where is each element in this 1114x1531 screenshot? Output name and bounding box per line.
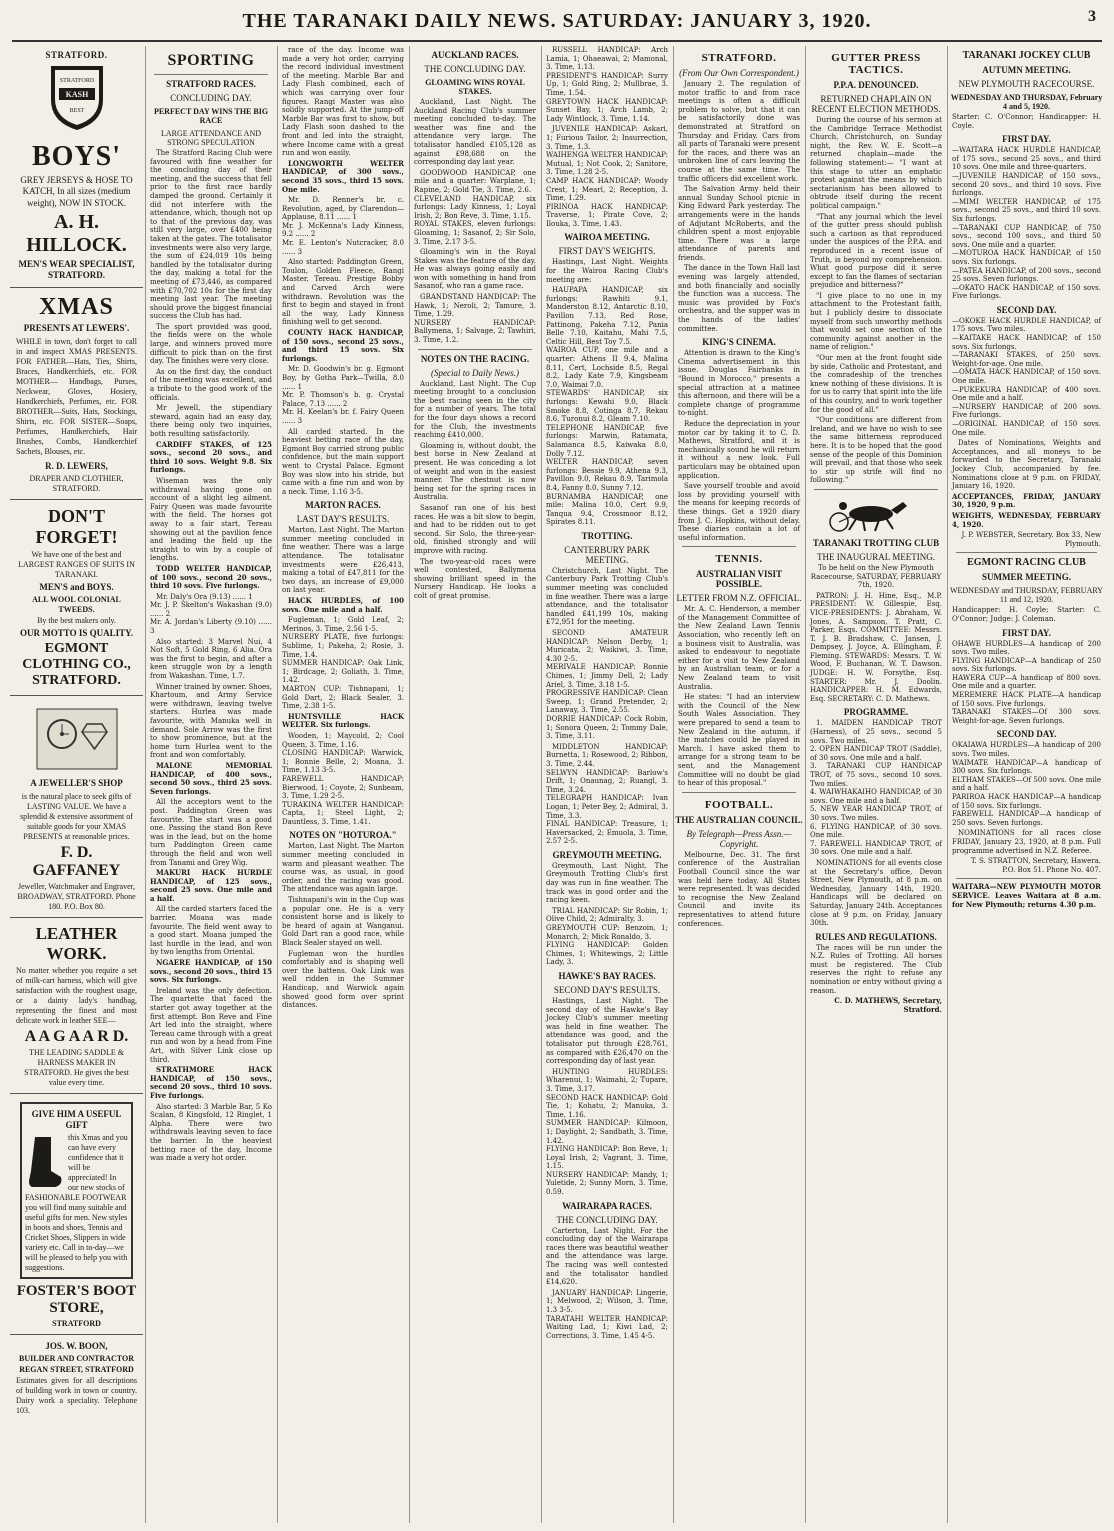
race-result: SECOND AMATEUR HANDICAP: Nelson Derby, 1; Muricata, 2; Waikiwi, 3. Time, 4.30 2-5. MERIVALE HANDICAP: Ronnie Chimes, 1; Jimmy Dell, 2; Lady Ariel, 3. Time, 3.18 1-5. PROGRESSIVE HANDICAP: Clean Sweep, 1; Grand Pretender, 2; Lanaway, 3. Time, 2.55. DORRIE HANDICAP: Cock Robin, 1; Sonora Queen, 2; Tommy Dale, 3. Time, 3.11.	[546, 629, 668, 741]
autumn-meeting: AUTUMN MEETING.	[982, 65, 1071, 75]
programme-heading: PROGRAMME.	[843, 707, 909, 718]
boon-advert	[10, 1335, 143, 1421]
article-body	[948, 883, 1105, 909]
notes-racing-heading: NOTES ON THE RACING.	[420, 353, 530, 364]
motto: OUR MOTTO IS QUALITY.	[19, 628, 134, 638]
divider	[682, 546, 796, 547]
column-8-race-adverts	[947, 46, 1105, 1523]
race-list: OKAIAWA HURDLES—A handicap of 200 sovs. Two miles. WAIMATE HANDICAP—A handicap of 300 sovs. Six furlongs. ELTHAM STAKES—Of 500 sovs. One mile and a half. PARIROA HACK HANDICAP—A handicap of 150 sovs. Six furlongs. FAREWELL HANDICAP—A handicap of 250 sovs. Seven furlongs.	[952, 741, 1101, 827]
officials: Starter: C. O'Connor; Handicapper: H. Coyle.	[952, 113, 1101, 130]
race-list: —WAITARA HACK HURDLE HANDICAP, of 175 sovs., second 25 sovs., and third 10 sovs. One mile and three-quarters. —JUVENILE HANDICAP, of 150 sovs., second 20 sovs., and third 10 sovs. Five furlongs. —MIMI WELTER HANDICAP, of 175 sovs., second 25 sovs., and third 10 sovs. Six furlongs. —TARANAKI CUP HANDICAP, of 750 sovs., second 100 sovs., and third 50 sovs. One mile and a quarter. —MOTUROA HACK HANDICAP, of 150 sovs. Six furlongs. —PATEA HANDICAP, of 200 sovs., second 25 sovs. Seven furlongs. —OKATO HACK HANDICAP, of 150 sovs. Five furlongs.	[952, 146, 1101, 301]
race-result: HUNTING HURDLES: Wharenui, 1; Waimahi, 2; Tupare, 3. Time, 3.17. SECOND HACK HANDICAP: Gold Tie, 1; Kohatu, 2; Manuka, 3. Time, 1.16. SUMMER HANDICAP: Kilmoon, 1; Daylight, 2; Sandbath, 3. Time, 1.42. FLYING HANDICAP: Bon Reve, 1; Loyal Irish, 2; Vagrant, 3. Time, 1.15. NURSERY HANDICAP: Mandy, 1; Yuletide, 2; Sunny Morn, 3. Time, 0.59.	[546, 1067, 668, 1197]
newspaper-title: THE TARANAKI DAILY NEWS. SATURDAY: JANUARY 3, 1920.	[242, 10, 872, 32]
tweeds: ALL WOOL COLONIAL TWEEDS.	[32, 595, 121, 614]
aus-council-heading: THE AUSTRALIAN COUNCIL.	[675, 814, 803, 825]
auckland-races-heading: AUCKLAND RACES.	[431, 50, 519, 60]
kings-cinema-heading: KING'S CINEMA.	[702, 337, 776, 348]
motor-service: WAITARA—NEW PLYMOUTH MOTOR SERVICE. Leaves Waitara at 8 a.m. for New Plymouth; returns 4.30 p.m.	[952, 882, 1101, 909]
foster-sub: STRATFORD	[52, 1319, 101, 1328]
summer-dates: WEDNESDAY and THURSDAY, FEBRUARY 11 and 12, 1920.	[949, 586, 1104, 605]
wairoa-heading: WAIROA MEETING.	[564, 232, 650, 243]
lewers-name: R. D. LEWERS,	[45, 460, 108, 471]
paragraph: All the acceptors went to the post. Paddington Green was favourite. The start was a good one. Passing the stand Bon Reve was in the lead, but on the home turn Paddington Green came through the field and won well from Tanami and Grey Wig.	[150, 798, 272, 867]
paragraph: Also started: 3 Marvel Nui, 4 Not Soft, 5 Gold Ring, 6 Alia. Ora was the first to begin, and after a keen struggle won by a length from Wakashan. Time, 1.7.	[150, 637, 272, 681]
paragraph: Gloaming's win in the Royal Stakes was the feature of the day. He was always going easily and won with something in hand from Sasanof, who ran a game race.	[414, 248, 536, 291]
large-attendance: LARGE ATTENDANCE AND STRONG SPECULATION	[161, 129, 261, 147]
gaffaney-name: F. D. GAFFANEY	[32, 843, 121, 879]
xmas-body: WHILE in town, don't forget to call in and inspect XMAS PRESENTS. FOR FATHER—Hats, Ties, Shirts, Braces, Handkerchiefs, etc. FOR MOTHER— Handbags, Purses, Neckwear, Gloves, Hosiery, Handkerchiefs, Perfumes, etc. FOR BROTHER—Suits, Hats, Stockings, Shirts, etc. FOR SISTER—Soaps, Perfumes, Handkerchiefs, Hair Brushes, Combs, Handkerchief Sachets, Blouses, etc.	[16, 336, 137, 456]
paragraph: Auckland, Last Night. The Cup meeting brought to a conclusion the best racing seen in the city for a number of years. The total for the four days shows a record for the Club, the investments reaching £410,000.	[414, 379, 536, 440]
letter-heading: LETTER FROM N.Z. OFFICIAL.	[676, 593, 802, 604]
race-result: Mr. D. Renner's br. c. Revolution, aged, by Clarendon—Applause, 8.11 ...... 1 Mr. J. McKenna's Lady Kinness, 9.2 ...... 2 Mr. E. Lenton's Nutcracker, 8.0 ...... 3	[282, 196, 404, 256]
lewers-sub: DRAPER AND CLOTHIER, STRATFORD.	[29, 473, 124, 493]
article-body	[278, 842, 408, 1009]
race-result: MIDDLETON HANDICAP: Burnetta, 1; Rosewood, 2; Ribbon, 3. Time, 2.44. SELWYN HANDICAP: Barlow's Drift, 1; Onaunag, 2; Ruangl, 3. Time, 3.24. TELEGRAPH HANDICAP: Ivan Logan, 1; Peter Bey, 2; Admiral, 3. Time, 3.3. FINAL HANDICAP: Treasure, 1; Haversacked, 2; Emuola, 3. Time, 2.57 2-5.	[546, 742, 668, 846]
boys-heading: BOYS'	[31, 141, 122, 172]
divider	[956, 878, 1097, 879]
paragraph: NOMINATIONS for all events close at the Secretary's office, Devon Street, New Plymouth, at 8 p.m. on Wednesday, January 14th, 1920. Handicaps will be declared on Saturday, January 24th. Acceptances close at 9 p.m. on Friday, January 30th.	[810, 858, 942, 928]
paragraph: Tishnapani's win in the Cup was a popular one. He is a very consistent horse and is likely to be heard of again at Wanganui. Gold Dart ran a good race, while Black Sealer stayed on well.	[282, 896, 404, 947]
article-body	[674, 605, 804, 787]
paragraph: "Our men at the front fought side by side, Catholic and Protestant, and the comradeship of the trenches knew nothing of these divisions. It is for us to carry that spirit into the life of this country, and to work together for the good of all."	[810, 354, 942, 414]
np-racecourse: NEW PLYMOUTH RACECOURSE.	[958, 79, 1095, 89]
tennis-heading: TENNIS.	[715, 553, 763, 566]
race-result: RUSSELL HANDICAP: Arch Lamia, 1; Ohaeawai, 2; Mamonal, 3. Time, 1.13. PRESIDENT'S HANDICAP: Surry Up, 1; Gold Ring, 2; Mullbrae, 3. Time, 1.54. GREYTOWN HACK HANDICAP: Sunset Bay, 1; Arch Lamb, 2; Lady Wintlock, 3. Time, 1.14.	[546, 46, 668, 123]
jeweller-illustration	[32, 704, 122, 774]
aus-visit-heading: AUSTRALIAN VISIT POSSIBLE.	[695, 569, 783, 590]
article-body	[410, 98, 540, 345]
paragraph: As on the first day, the conduct of the meeting was excellent, and a tribute to the good work of the officials.	[150, 367, 272, 402]
greymouth-heading: GREYMOUTH MEETING.	[552, 849, 662, 860]
boon-name: JOS. W. BOON,	[45, 1341, 108, 1351]
paragraph: Attention is drawn to the King's Cinema advertisement in this issue. Douglas Fairbanks in "Bound in Morocco," presents a special attraction at a matinee this afternoon, and there will be a complete change of programme to-night.	[678, 349, 800, 418]
leather-body: No matter whether you require a set of milk-cart harness, which will give satisfaction with the roughest usage, or a dainty lady's handbag, representing the finest and most delicate work in leather SEE—	[16, 965, 137, 1025]
race-result: Mr. Daly's Ora (9.13) ...... 1 Mr. J. P. Skelton's Wakashan (9.0) ...... 2 Mr. A. Jordan's Liberty (9.10) ...... 3	[150, 592, 272, 636]
foster-name: FOSTER'S BOOT STORE,	[16, 1283, 137, 1316]
paragraph: Auckland, Last Night. The Auckland Racing Club's summer meeting concluded to-day. The weather was fine and the attendance very large. The totalisator handled £105,128 as against £98,688 on the corresponding day last year.	[414, 98, 536, 167]
ppa-heading: P.P.A. DENOUNCED.	[833, 80, 919, 90]
paragraph: Carterton, Last Night. For the concluding day of the Wairarapa races there was beautiful weather and the attendance was large. The racing was well contested and the totalisator handled £14,620.	[546, 1226, 668, 1287]
paragraph: All carded started. In the heaviest betting race of the day, Egmont Boy carried strong public confidence, but the main support went to Crystal Palace. Egmont Boy was slow into his stride, but came with a fine run and won by a neck. Time, 1.16 3-5.	[282, 427, 404, 496]
column-1-adverts	[10, 46, 143, 1523]
jeweller-body: is the natural place to seek gifts of LASTING VALUE. We have a splendid & extensive assortment of suitable goods for your XMAS PRESENTS at reasonable prices.	[20, 791, 133, 841]
race-title: LONGWORTH WELTER HANDICAP, of 300 sovs., second 35 sovs., third 15 sovs. One mile.	[282, 158, 404, 194]
kash-shield-logo	[47, 62, 107, 132]
aagaard-sub: THE LEADING SADDLE & HARNESS MAKER IN STRATFORD. He gives the best value every time.	[24, 1047, 129, 1087]
divider	[682, 792, 796, 793]
article-body	[674, 80, 804, 333]
hillock-sub: MEN'S WEAR SPECIALIST, STRATFORD.	[18, 258, 135, 280]
egmont-clothing-advert	[10, 500, 143, 697]
paragraph: The Salvation Army held their annual Sunday School picnic in King Edward Park yesterday. The arrangements were in the hands of Adjutant McRoberts, and the children spent a most enjoyable time. There was a large attendance of parents and friends.	[678, 185, 800, 262]
race-result: JUVENILE HANDICAP: Askari, 1; Furious Tailor, 2; Insurrection, 3. Time, 1.3. WAIHENGA WELTER HANDICAP: Mutual, 1; Not Cook, 2; Sanitore, 3. Time, 1.28 2-5. CAMP HACK HANDICAP: Woody Crest, 1; Mearl, 2; Reception, 3. Time, 1.29. PIRINOA HACK HANDICAP: Traverse, 1; Pirate Cove, 2; Ilouka, 3. Time, 1.43.	[546, 125, 668, 228]
paragraph: PATRON: J. H. Hine, Esq., M.P. PRESIDENT: W. Gillespie, Esq. VICE-PRESIDENTS: J. Abraham, W. Jones, A. Sampson, T. Pratt, C. Parker, Esqs. COMMITTEE: Messrs. T. J. B. Bradshaw, C. Jansen, J. Dempsey, J. Joyce, A. Ellingham, F. Fleming. STEWARDS: Messrs. T. W. Wood, F. Buchanan, W. T. Dawson. JUDGE: H. W. Forsythe, Esq. STARTER: Mr. J. Doolin. HANDICAPPER: H. M. Edwards, Esq. SECRETARY: C. D. Mathews.	[810, 591, 942, 703]
paragraph: Save yourself trouble and avoid loss by providing yourself with the means for keeping records of these things. Get a 1920 diary from J. C. Hopkins, without delay. These diaries contain a lot of useful information.	[678, 482, 800, 542]
gaffaney-advert	[10, 696, 143, 917]
svg-text:BEST: BEST	[69, 108, 84, 114]
paragraph: Also started: 3 Marble Bar, 5 Ko Scalan, 8 Kingsfold, 12 Ringlet, 1 Alpha. There were two withdrawals leaving seven to face the barrier. In the heaviest betting race of the day, Income was made a very hot order.	[150, 1102, 272, 1163]
column-3-racing	[277, 46, 408, 1523]
column-2-sporting	[145, 46, 276, 1523]
special-note: (Special to Daily News.)	[431, 367, 519, 378]
article-body	[948, 741, 1105, 874]
gift-box	[20, 1102, 133, 1280]
chaplain-heading: RETURNED CHAPLAIN ON RECENT ELECTION METHODS.	[811, 94, 941, 114]
race-title: TODD WELTER HANDICAP, of 100 sovs., second 20 sovs., third 10 sovs. Five furlongs.	[150, 563, 272, 591]
kash-advert	[10, 46, 143, 288]
article-body	[806, 719, 946, 927]
race-result: Mr. D. Goodwin's br. g. Egmont Boy, by Gotha Park—Twilla, 8.0 ...... 1 Mr. P. Thomson's b. g. Crystal Palace, 7.13 ...... 2 Mr. H. Keelan's br. f. Fairy Queen ...... 3	[282, 365, 404, 425]
trotting-club-heading: TARANAKI TROTTING CLUB	[812, 537, 940, 548]
race-result: GRANDSTAND HANDICAP: The Hawk, 1; Neroli, 2; Tamure, 3. Time, 1.29. NURSERY HANDICAP: Ballymena, 1; Salvage, 2; Tawhiri, 3. Time, 1.2.	[414, 293, 536, 345]
race-result: Wooden, 1; Maycold, 2; Cool Queen, 3. Time, 1.16. CLOSING HANDICAP: Warwick, 1; Bonnie Belle, 2; Moana, 3. Time, 1.13 3-5. FAREWELL HANDICAP: Bierwood, 1; Coyote, 2; Sunbeam, 3. Time, 1.29 2-5. TURAKINA WELTER HANDICAP: Capta, 1; Steel Light, 2; Dauntless, 3. Time, 1.41.	[282, 731, 404, 826]
second-day-heading: SECOND DAY.	[996, 304, 1057, 315]
boon-sub: BUILDER AND CONTRACTOR	[19, 1354, 134, 1364]
article-body	[542, 46, 672, 228]
stratford-heading: STRATFORD.	[701, 52, 777, 64]
race-result: GOODWOOD HANDICAP, one mile and a quarter: Warplane, 1; Rapine, 2; Gold Tie, 3. Time, 2.6. CLEVELAND HANDICAP, six furlongs: Lady Kinness, 1; Loyal Irish, 2; Bon Reve, 3. Time, 1.15. ROYAL STAKES, eleven furlongs: Gloaming, 1; Sasanof, 2; Sir Solo, 3. Time, 2.17 3-5.	[414, 168, 536, 246]
divider	[956, 552, 1097, 553]
article-body	[806, 564, 946, 704]
article-body	[278, 526, 408, 826]
xmas-heading: XMAS	[39, 294, 114, 321]
gloaming-heading: GLOAMING WINS ROYAL STAKES.	[425, 78, 525, 96]
article-body	[542, 862, 672, 967]
mens-boys: MEN'S and BOYS.	[39, 581, 114, 592]
article-body	[948, 317, 1105, 548]
paragraph: The Stratford Racing Club were favoured with fine weather for the concluding day of their meeting, and the success that fell prior to the first race hardly damped the ground. Certainly it did not interfere with the attendance, which, though not up to that of the previous day, was still very large, over £400 being taken at the gates. The totalisator investments were also very large, the sum of £24,019 10s being handled by the totalisator during the day, making a total for the meeting of £73,446, as compared with £70,702 10s for the first day meeting last year. The meeting should prove the biggest financial success the Club has had.	[150, 149, 272, 321]
foster-advert	[10, 1094, 143, 1336]
rules-heading: RULES AND REGULATIONS.	[815, 931, 937, 942]
xmas-sub: PRESENTS AT LEWERS'.	[23, 323, 130, 334]
press-note: By Telegraph—Press Assn.—Copyright.	[686, 828, 792, 849]
lewers-advert	[10, 288, 143, 500]
acceptances: ACCEPTANCES, FRIDAY, JANUARY 30, 1920, 9 p.m.	[952, 491, 1101, 510]
paragraph: Reduce the depreciation in your motor car by taking it to C. D. Mathews, Stratford, and it is mechanically sound he will return it without a new look. Full particulars may be obtained upon application.	[678, 419, 800, 480]
column-5-results	[541, 46, 672, 1523]
paragraph: To be held on the New Plymouth Racecourse, SATURDAY, FEBRUARY 7th, 1920.	[810, 563, 942, 590]
article-body	[674, 851, 804, 928]
divider	[154, 74, 268, 75]
boon-address: REGAN STREET, STRATFORD	[19, 1365, 134, 1375]
second-day-heading: SECOND DAY.	[996, 729, 1057, 740]
concluding-day: THE CONCLUDING DAY.	[556, 1214, 658, 1225]
trotting-heading: TROTTING.	[581, 530, 633, 541]
gift-heading: GIVE HIM A USEFUL GIFT	[31, 1108, 122, 1130]
gutter-press-heading: GUTTER PRESS TACTICS.	[831, 52, 921, 76]
column-4-auckland	[409, 46, 540, 1523]
paragraph: All the carded starters faced the barrier. Moana was made favourite. The field went away to a good start. Moana jumped the last hurdle in the lead, and won by two lengths from Oriental.	[150, 905, 272, 957]
paragraph: During the course of his sermon at the Cambridge Terrace Methodist Church, Christchurch, on Sunday night, the Rev. W. E. Scott—a returned chaplain—made the following statement:— "I want at this stage to utter an emphatic protest against the means by which sectarianism has been allowed to obtrude itself during the recent political campaign."	[810, 116, 942, 210]
aagaard-name: A A G A A R D.	[24, 1027, 129, 1045]
paragraph: The races will be run under the N.Z. Rules of Trotting. All horses must be registered. The Club reserves the right to refuse any nomination or entry without giving a reason.	[810, 943, 942, 995]
paragraph: Wiseman was the only withdrawal having gone on account of a slight leg ailment. Fairy Queen was made favourite with the field. The horses got away to a fair start, Tereau showing out at the pavilion fence and leading the field up the straight to win by a couple of lengths.	[150, 476, 272, 563]
secretary-sign: J. P. WEBSTER, Secretary. Box 33, New Plymouth.	[961, 531, 1101, 548]
paragraph: The sport provided was good, the fields were on the whole large, and winners proved more difficult to pick than on the first day. The finishes were very close.	[150, 322, 272, 366]
race-title: MAKURI HACK HURDLE HANDICAP, of 125 sovs., second 25 sovs. One mile and a half.	[150, 868, 272, 903]
boon-body: Estimates given for all descriptions of building work in town or country. Dairy work a speciality. Telephone 103.	[16, 1376, 137, 1416]
gift-body: this Xmas and you can have every confidence that it will be appreciated! In our new stocks of FASHIONABLE FOOTWEAR you will find many suitable and useful gifts for men. New styles in boots and shoes, Tennis and Cricket Shoes, Slippers in wide variety etc. Call in to-day—we will be pleased to help you with suggestions.	[25, 1133, 128, 1272]
wairarapa-heading: WAIRARAPA RACES.	[562, 1200, 652, 1211]
secretary-sign: T. S. STRATTON, Secretary, Hawera. P.O. Box 51. Phone No. 407.	[970, 857, 1101, 874]
summer-meeting: SUMMER MEETING.	[981, 572, 1071, 583]
paragraph: Greymouth, Last Night. The Greymouth Trotting Club's first day was run in fine weather. The track was in good order and the racing keen.	[546, 861, 668, 905]
boys-text: GREY JERSEYS & HOSE TO KATCH, In all sizes (medium weight), NOW IN STOCK.	[20, 175, 133, 208]
paragraph: "I give place to no one in my attachment to the Protestant faith, but I publicly desire to dissociate myself from such unworthy methods that would set one section of the community against another in the name of religion."	[810, 291, 942, 352]
boot-icon	[25, 1133, 65, 1193]
article-body	[948, 606, 1105, 623]
race-result: TRIAL HANDICAP: Sir Robin, 1; Olive Child, 2; Admiralty, 3. GREYMOUTH CUP: Benzoin, 1; Monarch, 2; Mick Ronaldo, 3. FLYING HANDICAP: Golden Chimes, 1; Whitewings, 2; Little Lady, 3.	[546, 906, 668, 967]
article-body	[542, 997, 672, 1197]
hawkes-bay-heading: HAWKE'S BAY RACES.	[558, 971, 656, 981]
concluding-day: THE CONCLUDING DAY.	[424, 64, 526, 74]
second-results: SECOND DAY'S RESULTS.	[553, 985, 661, 995]
paragraph: The two-year-old races were well contested, Ballymena showing brilliant speed in the Nursery Handicap. He looks a colt of great promise.	[414, 557, 536, 600]
sporting-heading: SPORTING	[167, 52, 255, 69]
first-weights: FIRST DAY'S WEIGHTS.	[558, 246, 656, 257]
article-body	[806, 116, 946, 485]
perfect-day: PERFECT DAY WINS THE BIG RACE	[153, 107, 269, 125]
divider	[418, 349, 532, 350]
meeting-dates: WEDNESDAY AND THURSDAY, February 4 and 5, 1920.	[950, 93, 1103, 111]
first-day-heading: FIRST DAY.	[1002, 627, 1051, 638]
ad-location: STRATFORD.	[45, 50, 108, 60]
paragraph: Marton, Last Night. The Marton summer meeting concluded in fine weather. There was a large attendance. The totalisator investments were £26,413, making a total of £47,811 for the two days, an increase of £9,000 on last year.	[282, 526, 404, 595]
weights: WEIGHTS, WEDNESDAY, FEBRUARY 4, 1920.	[952, 510, 1101, 529]
article-body	[542, 567, 672, 846]
canterbury-heading: CANTERBURY PARK MEETING.	[564, 544, 650, 565]
marton-races-heading: MARTON RACES.	[305, 500, 381, 511]
article-body	[948, 640, 1105, 726]
race-title: CARDIFF STAKES, of 125 sovs., second 20 sovs., and third 10 sovs. Weight 9.8. Six furlongs.	[150, 439, 272, 475]
paragraph: NOMINATIONS for all races close FRIDAY, January 23, 1920, at 8 p.m. Full programme advertised in N.Z. Referee.	[952, 829, 1101, 855]
paragraph: Christchurch, Last Night. The Canterbury Park Trotting Club's summer meeting was concluded in fine weather. There was a large attendance, and the totalisator handled £41,199 10s, making £72,951 for the meeting.	[546, 566, 668, 627]
jockey-club-heading: TARANAKI JOCKEY CLUB	[962, 50, 1091, 61]
race-title: NGAERE HANDICAP, of 150 sovs., second 20 sovs., third 15 sovs. Six furlongs.	[150, 958, 272, 985]
race-result: Fugleman, 1; Gold Leaf, 2; Merinos, 3. Time, 2.56 1-5. NURSERY PLATE, five furlongs: Sublime, 1; Pakeha, 2; Rosie, 3. Time, 1.4. SUMMER HANDICAP: Oak Link, 1; Birdcage, 2; Goliath, 3. Time, 1.42. MARTON CUP: Tishnapani, 1; Gold Dart, 2; Black Sealer, 3. Time, 2.38 1-5.	[282, 616, 404, 711]
concluding-day: CONCLUDING DAY.	[170, 93, 252, 103]
hillock-name: A. H. HILLOCK.	[26, 210, 127, 256]
trotting-horse-illustration	[821, 494, 931, 534]
paragraph: The dance in the Town Hall last evening was largely attended, and both financially and socially the function was a success. The music was provided by Fox's orchestra, and the supper was in the hands of the ladies' committee.	[678, 264, 800, 333]
paragraph: Mr Jewell, the stipendiary steward, again had an easy day, there being only two inquiries, both resulting satisfactorily.	[150, 404, 272, 438]
programme-list: 1. MAIDEN HANDICAP TROT (Harness), of 25 sovs., second 5 sovs. Two miles. 2. OPEN HANDICAP TROT (Saddle), of 30 sovs. One mile and a half. 3. TARANAKI CUP HANDICAP TROT, of 75 sovs., second 10 sovs. Two miles. 4. WAIWHAKAIHO HANDICAP, of 30 sovs. One mile and a half. 5. NEW YEAR HANDICAP TROT, of 30 sovs. Two miles. 6. FLYING HANDICAP, of 30 sovs. One mile. 7. FAREWELL HANDICAP TROT, of 30 sovs. One mile and a half.	[810, 719, 942, 857]
article-body	[542, 258, 672, 526]
paragraph: Marton, Last Night. The Marton summer meeting concluded in warm and pleasant weather. The course was, as usual, in good order, and the racing was good. The attendance was again large.	[282, 842, 404, 894]
svg-text:KASH: KASH	[65, 90, 88, 99]
paragraph: Fugleman won the hurdles comfortably and is shaping well over the battens. Oak Link was well ridden in the Summer Handicap, and Warwick again showed good form over sprint distances.	[282, 949, 404, 1010]
article-body	[410, 380, 540, 601]
article-body	[674, 349, 804, 542]
article-body	[948, 113, 1105, 130]
paragraph: Winner trained by owner. Shoes, Khartoum, and Army Service were withdrawn, leaving twelve starters. Hurlea was made favourite, with Manuka well in demand. Sole Arrow was the first to show prominence, but at the home turn Hurlea went to the front and won comfortably.	[150, 682, 272, 760]
paragraph: Hastings, Last Night. Weights for the Wairoa Racing Club's meeting are:	[546, 258, 668, 284]
paragraph: "That any journal which the level of the gutter press should publish such a cartoon as that reproduced under the auspices of the P.P.A. and reproduced in a recent issue of Truth, is beyond my comprehension. What good purpose did it serve except to fan the flames of sectarian prejudice and bitterness?"	[810, 212, 942, 290]
paragraph: race of the day. Income was made a very hot order, carrying the record individual investment of the meeting. Marble Bar and Lady Flash combined, each of which was carrying over four figures. Rangi Master was also solidly supported. At the jump-off Marble Bar was first to show, but Lady Flash soon dashed to the front and led into the straight, where Income came with a great run and won easily.	[282, 46, 404, 158]
paragraph: January 2. The regulation of motor traffic to and from race meetings is often a difficult problem to solve, but that it can be satisfactorily done was demonstrated at Stratford on Thursday and Friday. Cars from all parts of Taranaki were present for the races, and there was an unbroken line of cars leaving the course at the same time. The traffic officers did excellent work.	[678, 80, 800, 183]
makers: By the best makers only.	[37, 616, 116, 625]
dont-forget-heading: DON'T FORGET!	[35, 505, 118, 547]
article-body	[542, 1227, 672, 1341]
jeweller-heading: A JEWELLER'S SHOP	[30, 778, 123, 789]
correspondent-note: (From Our Own Correspondent.)	[679, 68, 799, 78]
football-heading: FOOTBALL.	[704, 798, 774, 811]
article-body	[806, 944, 946, 1015]
paragraph: Ireland was the only defection. The quartette that faced the starter got away together at the first attempt. Bon Reve and Fine Art led into the straight, where Tereau came through with a great run and won by a head from Fine Art, with Silver Link close up third.	[150, 986, 272, 1064]
masthead	[0, 0, 1114, 44]
dont-forget-body: We have one of the best and LARGEST RANGES OF SUITS IN TARANAKI.	[18, 549, 135, 579]
column-6-news	[673, 46, 804, 1523]
paragraph: Melbourne, Dec. 31. The first conference of the Australian Football Council since the war was held here today. All States were represented. It was decided to recognise the New Zealand Council and invite its representatives to attend future conferences.	[678, 850, 800, 928]
column-7-gutter-press	[805, 46, 946, 1523]
paragraph: Dates of Nominations, Weights and Acceptances, and all moneys to be forwarded to the Secretary, Taranaki Jockey Club, accompanied by fee. Nominations close at 9 p.m. on FRIDAY, January 16, 1920.	[952, 439, 1101, 491]
paragraph: "Our conditions are different from Ireland, and we have no wish to see the same bitterness reproduced here. It is to be hoped that the good sense of the people of this Dominion will prevail, and that those who seek to stir up strife will find no following."	[810, 416, 942, 485]
article-body	[948, 146, 1105, 301]
article-body	[146, 149, 276, 1163]
officials: Handicapper: H. Coyle; Starter: C. O'Connor; Judge: J. Coleman.	[952, 606, 1101, 623]
paragraph: Sasanof ran one of his best races. He was a bit slow to begin, and had to be ridden out to get second. Sir Solo, the three-year-old, finished strongly and will improve with racing.	[414, 503, 536, 555]
notes-heading: NOTES ON "HOTUROA."	[289, 830, 397, 841]
egmont-name: EGMONT CLOTHING CO., STRATFORD.	[22, 641, 131, 689]
race-title: HACK HURDLES, of 100 sovs. One mile and a half.	[282, 596, 404, 614]
secretary-sign: C. D. MATHEWS, Secretary, Stratford.	[834, 996, 942, 1014]
first-day-heading: FIRST DAY.	[1002, 134, 1051, 145]
race-list: OHAWE HURDLES—A handicap of 200 sovs. Two miles. FLYING HANDICAP—A handicap of 250 sovs. Six furlongs. HAWERA CUP—A handicap of 800 sovs. One mile and a quarter. MEREMERE HACK PLATE—A handicap of 150 sovs. Five furlongs. TARANAKI STAKES—Of 300 sovs. Weight-for-age. Seven furlongs.	[952, 639, 1101, 725]
race-result: JANUARY HANDICAP: Lingerie, 1; Melwood, 2; Wilson, 3. Time, 1.3 3-5. TARATAHI WELTER HANDICAP: Waiting Lad, 1; Kiwi Lad, 2; Corrections, 3. Time, 1.45 4-5.	[546, 1288, 668, 1340]
race-title: MALONE MEMORIAL HANDICAP, of 400 sovs., second 50 sovs., third 25 sovs. Seven furlongs.	[150, 760, 272, 796]
last-day-results: LAST DAY'S RESULTS.	[296, 514, 390, 525]
paragraph: Mr. A. C. Henderson, a member of the Management Committee of the New Zealand Lawn Tennis Association, who recently left on a business visit to Australia, was asked to endeavour to negotiate either for a visit to New Zealand by an Australian team, or for a New Zealand team to visit Australia.	[678, 605, 800, 691]
leather-heading: LEATHER WORK.	[35, 923, 118, 963]
paragraph: Hastings, Last Night. The second day of the Hawke's Bay Jockey Club's summer meeting was held in fine weather. The attendance was good, and the totalisator put through £28,761, as compared with £26,470 on the corresponding day of last year.	[546, 997, 668, 1066]
stratford-races-heading: STRATFORD RACES.	[166, 79, 256, 89]
masthead-rule	[12, 40, 1102, 42]
inaugural-heading: THE INAUGURAL MEETING.	[817, 551, 935, 562]
egmont-racing-club-heading: EGMONT RACING CLUB	[967, 557, 1086, 569]
aagaard-advert	[10, 918, 143, 1094]
paragraph: He states: "I had an interview with the Council of the New South Wales Association. They were prepared to send a team to New Zealand in the autumn, if the matches could be played in March. I have asked them to arrange for a strong team to be sent, and the Management Committee will no doubt be glad to hear of this proposal."	[678, 693, 800, 788]
race-title: COUNTY HACK HANDICAP, of 150 sovs., second 25 sovs., and third 15 sovs. Six furlongs.	[282, 328, 404, 363]
race-title: STRATHMORE HACK HANDICAP, of 150 sovs., second 20 sovs., third 10 sovs. Five furlongs.	[150, 1065, 272, 1100]
svg-text:STRATFORD: STRATFORD	[59, 78, 94, 84]
gaffaney-sub: Jeweller, Watchmaker and Engraver, BROADWAY, STRATFORD. Phone 180. P.O. Box 80.	[17, 881, 136, 911]
divider	[814, 489, 938, 490]
article-body	[278, 46, 408, 496]
race-list: —OKOKE HACK HURDLE HANDICAP, of 175 sovs. Two miles. —KAITAKE HACK HANDICAP, of 150 sovs. Six furlongs. —TARANAKI STAKES, of 250 sovs. Weight-for-age. One mile. —OMATA HACK HANDICAP, of 150 sovs. One mile. —PUKEKURA HANDICAP, of 400 sovs. One mile and a half. —NURSERY HANDICAP, of 200 sovs. Five furlongs. —ORIGINAL HANDICAP, of 150 sovs. One mile.	[952, 316, 1101, 437]
page-number: 3	[1088, 8, 1096, 25]
paragraph: Gloaming is, without doubt, the best horse in New Zealand at present. He was conceding a lot of weight and won in the easiest manner. The chestnut is now being set for the spring races in Australia.	[414, 441, 536, 502]
race-title: HUNTSVILLE HACK WELTER. Six furlongs.	[282, 711, 404, 730]
weights-list: HAUPAPA HANDICAP, six furlongs: Rawhiti 9.1, Manderston 8.12, Antarctic 8.10, Pavillon 7.13, Red Rose, Pattinong, Pakeha 7.12, Pania Belle 7.10, Kaitahu, Mahi 7.5, Celtic Hill, Best Toy 7.5. WAIROA CUP, one mile and a quarter: Athens II 9.4, Malina 8.11, Cert, Lochside 8.5, Regal 8.2, Lady Kate 7.9, Kingsbeam 7.0, Waimai 7.0. STEWARDS' HANDICAP, six furlongs: Kewahi 9.0, Black Smoke 8.8, Cotinga 8.7, Rekau 8.6, Turonui 8.2, Gleam 7.10. TELEPHONE HANDICAP, five furlongs: Marwin, Ratamata, Salamanca 8.5, Kaiwaka 8.0, Dolly 7.12. WELTER HANDICAP, seven furlongs: Bessie 9.9, Athena 9.3, Pavillon 9.0, Rekau 8.9, Tarimola 8.4, Fanny 8.0, Sunny 7.12. BURNAMBA HANDICAP, one mile: Malina 10.0, Cert 9.9, Tanqua 9.4, Crossmoor 8.12, Spirates 8.11.	[546, 286, 668, 527]
paragraph: Also started: Paddington Green, Toulon, Golden Fleece, Rangi Master, Tereau. Prestige Bobby and Carved Arch were withdrawn. Revolution was the first to begin and stayed in front all the way, Lady Kinness finishing well to get second.	[282, 258, 404, 327]
